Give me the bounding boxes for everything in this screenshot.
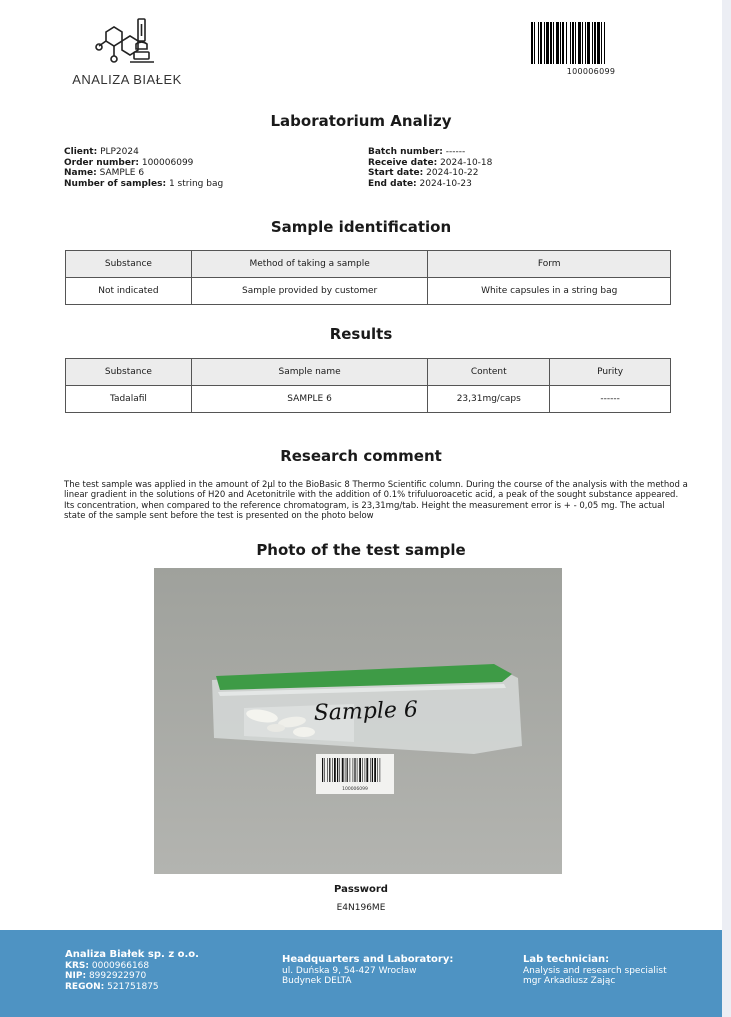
column-header: Purity [550,359,671,386]
info-end-date: End date: 2024-10-23 [368,178,472,189]
barcode-bar [332,758,333,782]
barcode-bar [334,758,336,782]
info-order-number: Order number: 100006099 [64,157,194,168]
column-header: Method of taking a sample [191,251,428,278]
company-logo [62,16,192,87]
barcode-bar [359,758,361,782]
headquarters-building: Budynek DELTA [282,976,352,986]
info-start-date: Start date: 2024-10-22 [368,168,479,178]
barcode-bar [362,758,363,782]
info-number-of-samples: Number of samples: 1 string bag [64,178,224,189]
password-value: E4N196ME [336,903,386,913]
research-comment-heading: Research comment [280,447,442,465]
info-name: Name: SAMPLE 6 [64,168,145,178]
technician-name: mgr Arkadiusz Zając [523,976,616,986]
barcode-bar [337,758,338,782]
headquarters-heading: Headquarters and Laboratory: [282,954,454,965]
table-cell: ------ [550,386,671,413]
barcode-bar [327,758,328,782]
order-barcode [531,22,651,76]
sample-bag-illustration [154,568,562,874]
bag-barcode-number: 100006099 [342,787,368,792]
barcode-bar [372,758,373,782]
barcode-bar [347,758,348,782]
footer-company [65,950,199,992]
table-cell: Not indicated [66,278,192,305]
company-regon: REGON: 521751875 [65,981,159,992]
table-cell: SAMPLE 6 [191,386,428,413]
info-receive-date: Receive date: 2024-10-18 [368,157,493,168]
barcode-bar [374,758,376,782]
sample-photo [154,568,562,874]
column-header: Substance [66,359,192,386]
barcode-bar [370,758,371,782]
research-comment-text: The test sample was applied in the amount of 2µl to the BioBasic 8 Thermo Scientific column. During the course of the analysis with the method a linear gradient in the solutions of H20 and Acetonitrile with the addition of 0.1% trifuluoroacetic acid, a peak of the sought substance appeared. Its concentration, when compared to the reference chromatogram, is 23,31mg/tab. Height the measurement error is + - 0,05 mg. The actual state of the sample sent before the test is presented on the photo below [64,480,688,522]
barcode-bar [377,758,378,782]
footer [0,930,722,1017]
molecule-flask-icon [92,16,162,70]
info-batch-number: Batch number: ------ [368,147,466,157]
barcode-bars [531,22,649,64]
results-heading: Results [329,325,393,343]
barcode-bar [322,758,323,782]
table-header-row [66,251,671,278]
barcode-bar [342,758,344,782]
footer-headquarters [282,955,453,987]
column-header: Form [428,251,671,278]
company-nip: NIP: 8992922970 [65,971,147,981]
technician-role: Analysis and research specialist [523,965,667,976]
barcode-bar [339,758,340,782]
scrollbar[interactable] [722,0,731,1017]
table-row [66,278,671,305]
column-header: Substance [66,251,192,278]
table-cell: Sample provided by customer [191,278,428,305]
sample-identification-table [65,250,671,305]
table-cell: 23,31mg/caps [428,386,550,413]
column-header: Content [428,359,550,386]
info-client: Client: PLP2024 [64,147,139,157]
barcode-bar [357,758,358,782]
company-krs: KRS: 0000966168 [65,960,150,971]
barcode-bar [366,758,368,782]
barcode-bar [365,758,366,782]
table-row [66,386,671,413]
footer-technician [523,955,667,987]
sample-identification-heading: Sample identification [270,218,452,236]
password-label: Password [334,884,388,895]
barcode-bar [350,758,351,782]
barcode-bar [353,758,354,782]
technician-heading: Lab technician: [523,954,610,965]
order-info-left [64,147,223,189]
logo-text: ANALIZA BIAŁEK [72,72,182,87]
barcode-bar [329,758,330,782]
results-table [65,358,671,413]
barcode-bar [354,758,355,782]
barcode-bar [324,758,325,782]
column-header: Sample name [191,359,428,386]
order-info-right [368,147,492,189]
page-title: Laboratorium Analizy [270,112,452,130]
photo-heading: Photo of the test sample [256,541,466,559]
table-header-row [66,359,671,386]
headquarters-address: ul. Duńska 9, 54-427 Wrocław [282,965,417,976]
barcode-bar [345,758,346,782]
table-cell: White capsules in a string bag [428,278,671,305]
barcode-bar [605,22,607,64]
handwritten-label: Sample 6 [313,697,419,726]
barcode-number: 100006099 [566,67,616,76]
company-name: Analiza Białek sp. z o.o. [65,949,199,960]
barcode-bar [380,758,381,782]
table-cell: Tadalafil [66,386,192,413]
